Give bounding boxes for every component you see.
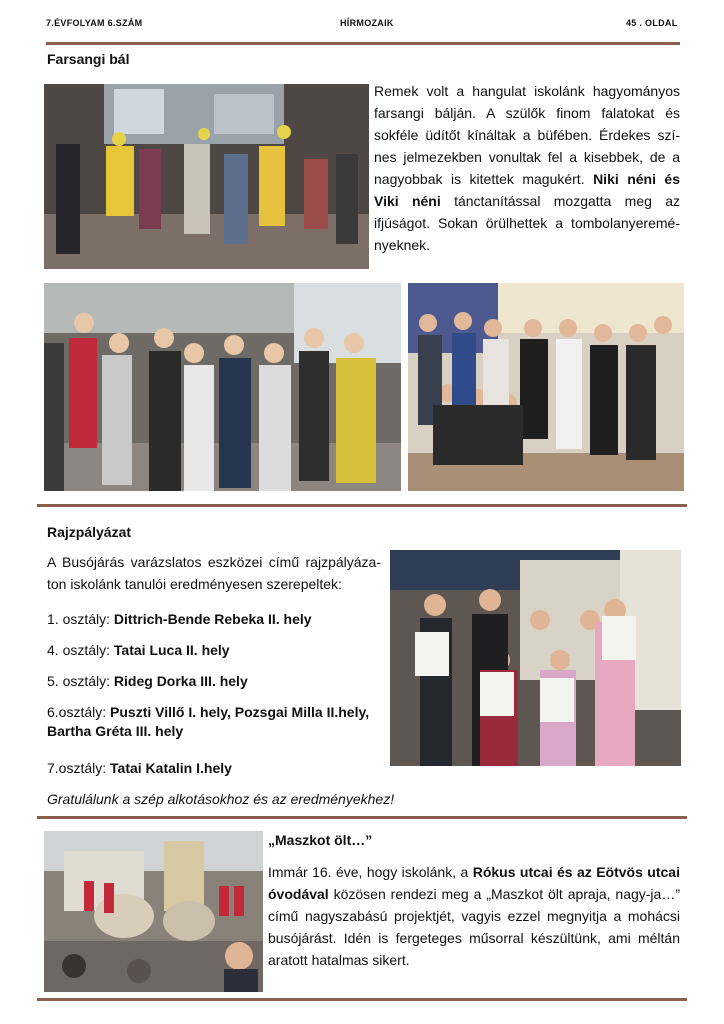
newsletter-name: HÍRMOZAIK <box>340 18 394 28</box>
result-4: 4. osztály: Tatai Luca II. hely <box>47 642 230 658</box>
photo-award-winners <box>390 550 681 766</box>
photo-dance-hall <box>44 84 369 269</box>
congrats-text: Gratulálunk a szép alkotásokhoz és az eredményekhez! <box>47 791 395 807</box>
section-rule-1 <box>37 504 687 507</box>
maszkot-text: Immár 16. éve, hogy iskolánk, a Rókus utcai és az Eötvös utcai óvodával közösen rendezi meg a „Maszkot ölt apraja, nagy-ja…” című nagyszabású projektjét, vagyis ezzel megnyitja a mohácsi busójárást. Idén is fergeteges műsorral készültünk, ami méltán aratott hatalmas sikert. <box>268 864 680 968</box>
header-rule <box>46 42 680 45</box>
section-title-farsang: Farsangi bál <box>47 51 130 67</box>
photo-costume-group <box>44 283 401 491</box>
footer-rule <box>37 998 687 1001</box>
issue-label: 7.ÉVFOLYAM 6.SZÁM <box>46 18 143 28</box>
result-6: 6.osztály: Puszti Villő I. hely, Pozsgai Milla II.hely, Bartha Gréta III. hely <box>47 704 370 739</box>
section-title-rajz: Rajzpályázat <box>47 524 132 540</box>
result-1: 1. osztály: Dittrich-Bende Rebeka II. hely <box>47 611 312 627</box>
result-5: 5. osztály: Rideg Dorka III. hely <box>47 673 248 689</box>
section-rule-2 <box>37 816 687 819</box>
result-7: 7.osztály: Tatai Katalin I.hely <box>47 760 232 776</box>
section-title-maszkot: „Maszkot ölt…” <box>268 832 373 848</box>
photo-busó-performance <box>44 831 263 992</box>
rajz-intro: A Busójárás varázslatos eszközei című rajzpályáza-ton iskolánk tanulói eredményesen szerepeltek: <box>47 554 381 592</box>
page-number: 45 . OLDAL <box>626 18 678 28</box>
farsang-text: Remek volt a hangulat iskolánk hagyományos farsangi bálján. A szülők finom falatokat és sokféle üdítőt kínáltak a büfében. Érdekes szí-nes jelmezekben vonultak fel a kisebbek, de a nagyobbak is kitettek magukért. Niki néni és Viki néni tánctanítással mozgatta meg az ifjúságot. Sokan örülhettek a tombolanyeremé-nyeknek. <box>374 83 681 253</box>
photo-students-group <box>408 283 684 491</box>
